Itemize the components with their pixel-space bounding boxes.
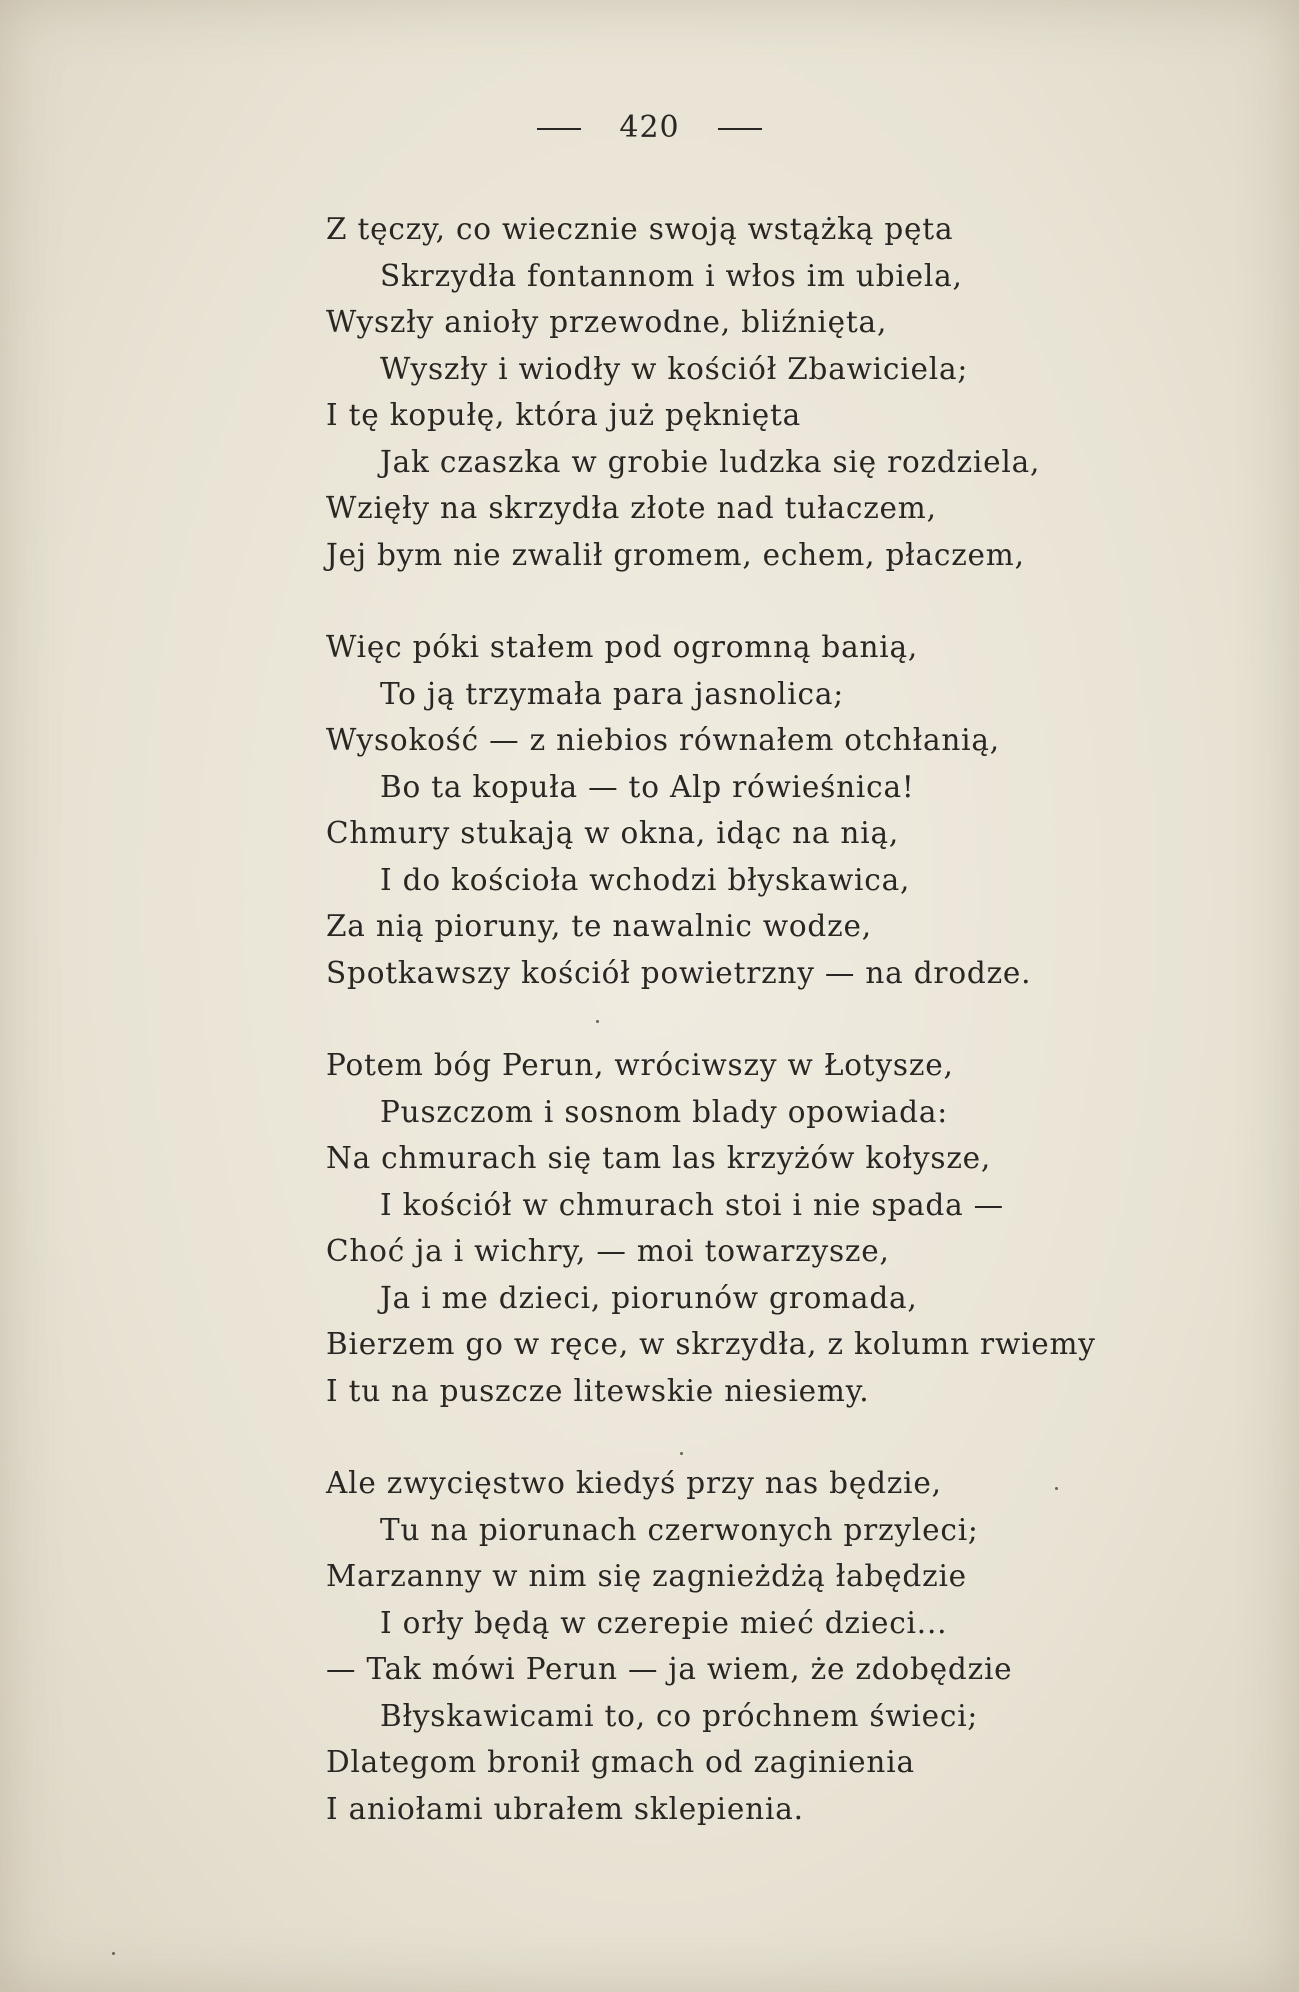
verse-line: — Tak mówi Perun — ja wiem, że zdobędzie bbox=[326, 1652, 1013, 1686]
verse-line: I tę kopułę, która już pęknięta bbox=[326, 398, 801, 432]
stanza bbox=[326, 206, 1226, 578]
header-dash-right bbox=[718, 128, 762, 130]
verse-line: Tu na piorunach czerwonych przyleci; bbox=[380, 1512, 979, 1547]
verse-line: Wysokość — z niebios równałem otchłanią, bbox=[326, 723, 1000, 757]
verse-line: Wyszły i wiodły w kościół Zbawiciela; bbox=[380, 351, 969, 386]
verse-line: Potem bóg Perun, wróciwszy w Łotysze, bbox=[326, 1048, 954, 1082]
verse-line: Błyskawicami to, co próchnem świeci; bbox=[380, 1698, 979, 1733]
verse-line: Chmury stukają w okna, idąc na nią, bbox=[326, 816, 900, 850]
poem bbox=[326, 206, 1226, 1832]
verse-line: Jak czaszka w grobie ludzka się rozdziela, bbox=[380, 444, 1041, 479]
verse-line: I kościół w chmurach stoi i nie spada — bbox=[380, 1187, 1004, 1222]
verse-line: Dlategom bronił gmach od zaginienia bbox=[326, 1745, 915, 1779]
stanza bbox=[326, 1460, 1226, 1832]
verse-line: I orły będą w czerepie mieć dzieci... bbox=[380, 1605, 948, 1640]
verse-line: Choć ja i wichry, — moi towarzysze, bbox=[326, 1234, 890, 1268]
verse-line: Z tęczy, co wiecznie swoją wstążką pęta bbox=[326, 212, 954, 246]
header-dash-left bbox=[537, 128, 581, 130]
verse-line: Spotkawszy kościół powietrzny — na drodze. bbox=[326, 955, 1032, 990]
paper-speck bbox=[112, 1952, 115, 1955]
stanza bbox=[326, 624, 1226, 996]
paper-speck bbox=[680, 1452, 683, 1455]
verse-line: Skrzydła fontannom i włos im ubiela, bbox=[380, 258, 963, 293]
verse-line: I aniołami ubrałem sklepienia. bbox=[326, 1791, 804, 1826]
verse-line: Bo ta kopuła — to Alp rówieśnica! bbox=[380, 769, 915, 804]
verse-line: Na chmurach się tam las krzyżów kołysze, bbox=[326, 1141, 992, 1175]
paper-speck bbox=[596, 1020, 599, 1023]
verse-line: Puszczom i sosnom blady opowiada: bbox=[380, 1094, 948, 1129]
page-header bbox=[0, 110, 1299, 145]
verse-line: Ale zwycięstwo kiedyś przy nas będzie, bbox=[326, 1466, 942, 1500]
stanza bbox=[326, 1042, 1226, 1414]
verse-line: Jej bym nie zwalił gromem, echem, płaczem, bbox=[326, 537, 1025, 572]
paper-speck bbox=[1055, 1487, 1058, 1490]
verse-line: Bierzem go w ręce, w skrzydła, z kolumn rwiemy bbox=[326, 1327, 1096, 1361]
verse-line: I do kościoła wchodzi błyskawica, bbox=[380, 862, 911, 897]
verse-line: Marzanny w nim się zagnieżdżą łabędzie bbox=[326, 1559, 967, 1593]
verse-line: To ją trzymała para jasnolica; bbox=[380, 676, 844, 711]
verse-line: I tu na puszcze litewskie niesiemy. bbox=[326, 1373, 870, 1408]
verse-line: Wyszły anioły przewodne, bliźnięta, bbox=[326, 305, 888, 339]
page-number: 420 bbox=[619, 110, 680, 145]
verse-line: Wzięły na skrzydła złote nad tułaczem, bbox=[326, 491, 937, 525]
verse-line: Ja i me dzieci, piorunów gromada, bbox=[380, 1280, 918, 1315]
verse-line: Za nią pioruny, te nawalnic wodze, bbox=[326, 909, 872, 943]
verse-line: Więc póki stałem pod ogromną banią, bbox=[326, 630, 919, 664]
